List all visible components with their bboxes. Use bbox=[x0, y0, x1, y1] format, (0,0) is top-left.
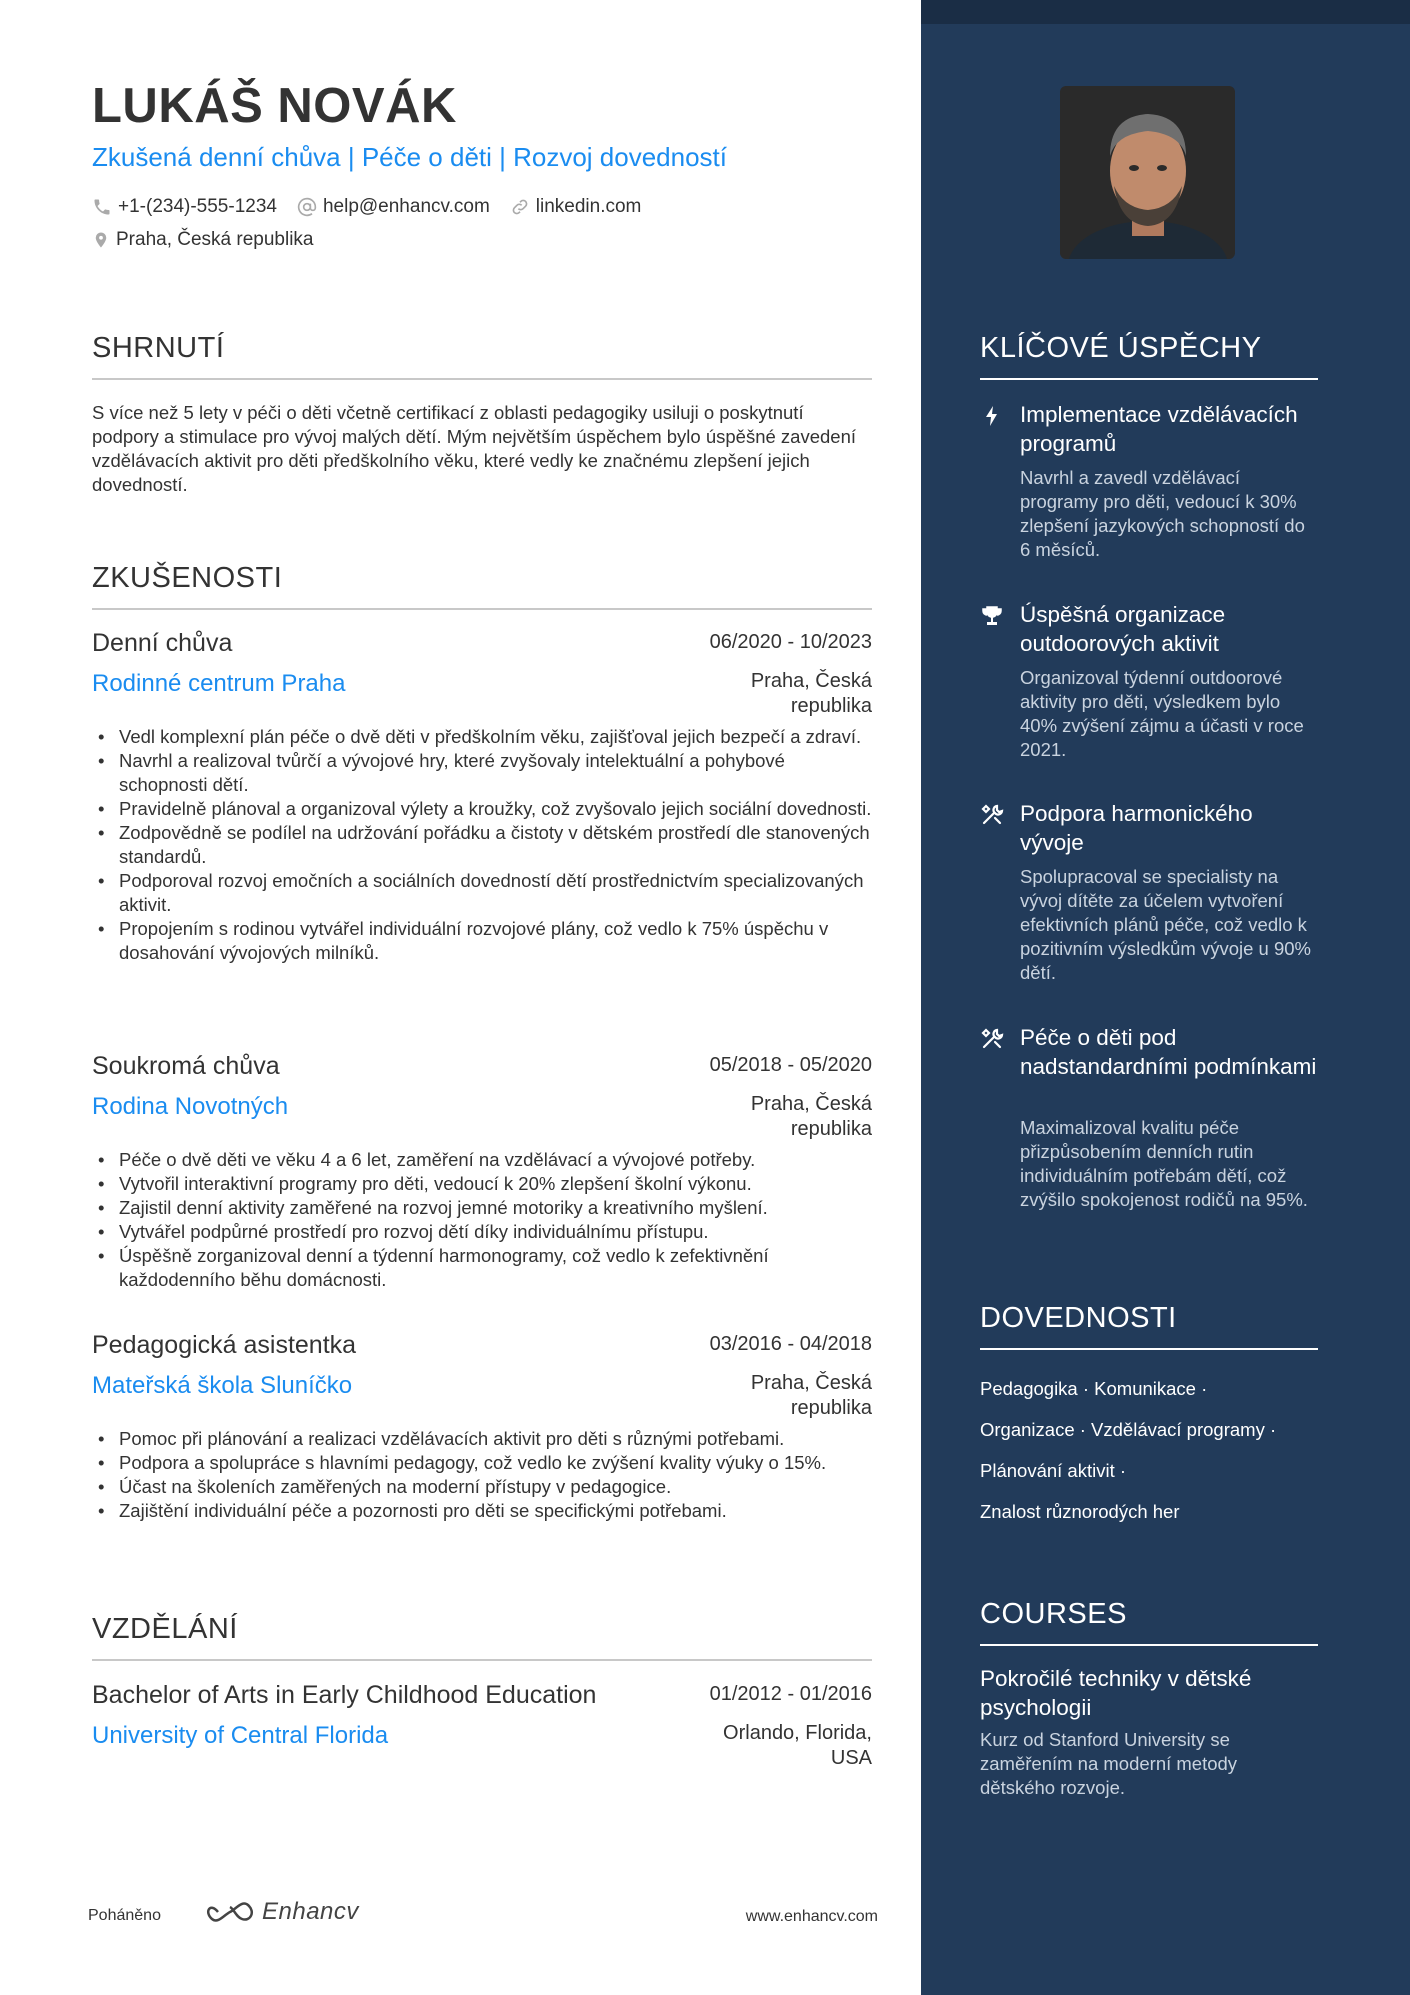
location-pin-icon bbox=[92, 229, 110, 251]
profile-photo bbox=[1060, 86, 1235, 259]
location-text: Praha, Česká republika bbox=[116, 229, 314, 250]
contact-phone[interactable] bbox=[92, 196, 277, 218]
education-entry bbox=[92, 1681, 872, 1781]
education-divider bbox=[92, 1659, 872, 1661]
experience-section-title: ZKUŠENOSTI bbox=[92, 562, 283, 594]
contact-row-secondary bbox=[92, 229, 334, 251]
achievements-section-title: KLÍČOVÉ ÚSPĚCHY bbox=[980, 332, 1262, 364]
job-bullet: • Vedl komplexní plán péče o dvě děti v předškolním věku, zajišťoval jejich bezpečí a zdraví. bbox=[92, 725, 872, 749]
education-section-title: VZDĚLÁNÍ bbox=[92, 1613, 238, 1645]
job-location: Praha, Česká republika bbox=[750, 1372, 872, 1419]
job-company[interactable]: Rodinné centrum Praha bbox=[92, 670, 346, 697]
job-bullet: • Pomoc při plánování a realizaci vzdělávacích aktivit pro děti s různými potřebami. bbox=[92, 1427, 872, 1451]
job-bullet: • Vytvářel podpůrné prostředí pro rozvoj dětí díky individuálnímu přístupu. bbox=[92, 1220, 872, 1244]
footer-url[interactable]: www.enhancv.com bbox=[745, 1908, 878, 1925]
courses-divider bbox=[980, 1644, 1318, 1646]
skill-line: Pedagogika · Komunikace · bbox=[980, 1378, 1208, 1399]
achievement-item bbox=[980, 799, 1320, 994]
link-icon bbox=[510, 197, 530, 217]
job-dates: 03/2016 - 04/2018 bbox=[709, 1333, 872, 1355]
job-bullet: • Péče o dvě děti ve věku 4 a 6 let, zaměření na vzdělávací a vývojové potřeby. bbox=[92, 1148, 872, 1172]
job-bullet: • Podporoval rozvoj emočních a sociálních dovedností dětí prostřednictvím specializovaných aktivit. bbox=[92, 869, 872, 917]
achievement-description: Maximalizoval kvalitu péče přizpůsobením denních rutin individuálním potřebám dětí, což zvýšilo spokojenost rodičů na 95%. bbox=[1020, 1117, 1308, 1210]
candidate-name: LUKÁŠ NOVÁK bbox=[92, 79, 457, 133]
job-bullet: • Zajistil denní aktivity zaměřené na rozvoj jemné motoriky a kreativního myšlení. bbox=[92, 1196, 872, 1220]
enhancv-logo-icon bbox=[206, 1899, 254, 1925]
summary-section-title: SHRNUTÍ bbox=[92, 332, 225, 364]
contact-linkedin[interactable] bbox=[510, 196, 642, 218]
job-title: Soukromá chůva bbox=[92, 1052, 280, 1080]
job-location: Praha, Česká republika bbox=[750, 670, 872, 717]
achievement-title: Podpora harmonického vývoje bbox=[1020, 801, 1253, 855]
job-title: Pedagogická asistentka bbox=[92, 1331, 357, 1359]
job-bullet: • Propojením s rodinou vytvářel individuální rozvojové plány, což vedlo k 75% úspěchu v dosahování vývojových milníků. bbox=[92, 917, 872, 965]
achievement-title: Implementace vzdělávacích programů bbox=[1020, 402, 1298, 456]
achievement-item bbox=[980, 400, 1320, 570]
job-bullet: • Úspěšně zorganizoval denní a týdenní harmonogramy, což vedlo k zefektivnění každodenního běhu domácnosti. bbox=[92, 1244, 872, 1292]
job-bullet: • Účast na školeních zaměřených na moderní přístupy v pedagogice. bbox=[92, 1475, 872, 1499]
job-location: Praha, Česká republika bbox=[750, 1093, 872, 1140]
achievement-item bbox=[980, 600, 1320, 770]
job-bullet-list bbox=[92, 1148, 872, 1292]
contact-location bbox=[92, 229, 314, 251]
sidebar-top-bar bbox=[921, 0, 1410, 24]
summary-divider bbox=[92, 378, 872, 380]
job-company[interactable]: Rodina Novotných bbox=[92, 1093, 289, 1120]
courses-section-title: COURSES bbox=[980, 1598, 1127, 1630]
job-bullet: • Vytvořil interaktivní programy pro děti, vedoucí k 20% zlepšení školní výkonu. bbox=[92, 1172, 872, 1196]
course-title: Pokročilé techniky v dětské psychologii bbox=[980, 1666, 1252, 1720]
lightning-icon bbox=[980, 404, 1004, 428]
education-dates: 01/2012 - 01/2016 bbox=[709, 1683, 872, 1705]
job-entry bbox=[92, 1052, 872, 1302]
candidate-headline: Zkušená denní chůva | Péče o děti | Rozvoj dovedností bbox=[92, 142, 728, 172]
footer-powered-by: Poháněno bbox=[88, 1907, 161, 1924]
experience-divider bbox=[92, 608, 872, 610]
education-school[interactable]: University of Central Florida bbox=[92, 1722, 389, 1749]
email-text: help@enhancv.com bbox=[322, 196, 490, 217]
job-bullet-list bbox=[92, 725, 872, 965]
achievement-title: Péče o děti pod nadstandardními podmínkami bbox=[1020, 1025, 1317, 1079]
achievement-title: Úspěšná organizace outdoorových aktivit bbox=[1020, 602, 1226, 656]
achievement-item bbox=[980, 1023, 1320, 1243]
course-description: Kurz od Stanford University se zaměřením na moderní metody dětského rozvoje. bbox=[980, 1729, 1238, 1798]
skill-line: Organizace · Vzdělávací programy · bbox=[980, 1419, 1277, 1440]
job-bullet: • Navrhl a realizoval tvůrčí a vývojové hry, které zvyšovaly intelektuální a pohybové schopnosti dětí. bbox=[92, 749, 872, 797]
achievements-divider bbox=[980, 378, 1318, 380]
skills-section-title: DOVEDNOSTI bbox=[980, 1302, 1177, 1334]
contact-email[interactable] bbox=[297, 196, 490, 218]
job-bullet: • Zodpovědně se podílel na udržování pořádku a čistoty v dětském prostředí dle stanovených standardů. bbox=[92, 821, 872, 869]
job-entry bbox=[92, 1331, 872, 1561]
trophy-icon bbox=[980, 604, 1004, 628]
at-icon bbox=[297, 197, 317, 217]
achievement-description: Navrhl a zavedl vzdělávací programy pro děti, vedoucí k 30% zlepšení jazykových schopností do 6 měsíců. bbox=[1020, 467, 1305, 560]
job-bullet: • Zajištění individuální péče a pozornosti pro děti se specifickými potřebami. bbox=[92, 1499, 872, 1523]
enhancv-logo[interactable] bbox=[206, 1898, 359, 1926]
job-entry bbox=[92, 629, 872, 1019]
job-company[interactable]: Mateřská škola Sluníčko bbox=[92, 1372, 353, 1399]
phone-icon bbox=[92, 197, 112, 217]
education-degree: Bachelor of Arts in Early Childhood Education bbox=[92, 1681, 597, 1709]
linkedin-text: linkedin.com bbox=[535, 196, 642, 217]
tools-icon bbox=[980, 803, 1004, 827]
skill-line: Plánování aktivit · bbox=[980, 1460, 1127, 1481]
summary-text: S více než 5 lety v péči o děti včetně certifikací z oblasti pedagogiky usiluji o poskytnutí podpory a stimulace pro vývoj malých dětí. Mým největším úspěchem bylo úspěšné zavedení vzdělávacích aktivit pro děti předškolního věku, které vedly ke značnému zlepšení jejich dovedností. bbox=[92, 402, 857, 495]
contact-row-primary bbox=[92, 196, 661, 218]
tools-icon bbox=[980, 1027, 1004, 1051]
skills-divider bbox=[980, 1348, 1318, 1350]
job-bullet: • Pravidelně plánoval a organizoval výlety a kroužky, což zvyšovalo jejich sociální dovednosti. bbox=[92, 797, 872, 821]
job-title: Denní chůva bbox=[92, 629, 233, 657]
achievement-description: Organizoval týdenní outdoorové aktivity pro děti, výsledkem bylo 40% zvýšení zájmu a účasti v roce 2021. bbox=[1020, 667, 1304, 760]
job-dates: 05/2018 - 05/2020 bbox=[709, 1054, 872, 1076]
footer-brand-name: Enhancv bbox=[262, 1898, 359, 1925]
education-location: Orlando, Florida, USA bbox=[723, 1722, 872, 1769]
skills-list bbox=[980, 1368, 1320, 1532]
phone-text: +1-(234)-555-1234 bbox=[118, 196, 277, 217]
job-dates: 06/2020 - 10/2023 bbox=[709, 631, 872, 653]
job-bullet: • Podpora a spolupráce s hlavními pedagogy, což vedlo ke zvýšení kvality výuky o 15%. bbox=[92, 1451, 872, 1475]
job-bullet-list bbox=[92, 1427, 872, 1523]
skill-line: Znalost různorodých her bbox=[980, 1501, 1180, 1522]
achievement-description: Spolupracoval se specialisty na vývoj dítěte za účelem vytvoření efektivních plánů péče, což vedlo k pozitivním výsledkům vývoje u 90% dětí. bbox=[1020, 866, 1311, 983]
